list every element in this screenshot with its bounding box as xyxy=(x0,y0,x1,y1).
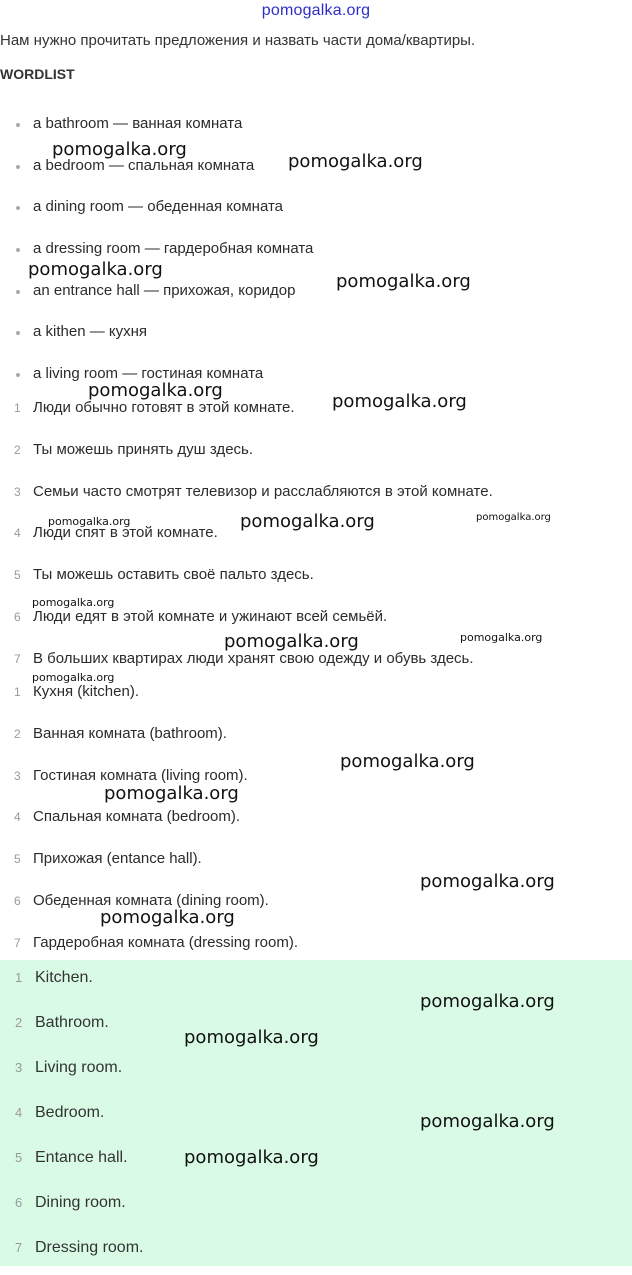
watermark: pomogalka.org xyxy=(476,512,551,523)
site-header-link[interactable]: pomogalka.org xyxy=(261,2,371,19)
wordlist xyxy=(0,103,632,395)
item-number: 6 xyxy=(15,1195,23,1210)
answer-ru-text: Гардеробная комната (dressing room). xyxy=(33,933,298,951)
answer-ru-text: Кухня (kitchen). xyxy=(33,683,139,700)
questions-list xyxy=(0,387,632,680)
question-text: Люди обычно готовят в этой комнате. xyxy=(33,399,295,416)
answer-ru-text: Гостиная комната (living room). xyxy=(33,766,248,784)
item-number: 3 xyxy=(15,1060,23,1075)
answer-ru-item xyxy=(0,922,632,964)
wordlist-item: an entrance hall — прихожая, коридор xyxy=(0,270,632,312)
answer-en-item xyxy=(0,1095,632,1140)
answer-ru-text: Ванная комната (bathroom). xyxy=(33,724,227,742)
item-number: 1 xyxy=(14,685,21,699)
item-number: 1 xyxy=(14,401,21,415)
item-number: 4 xyxy=(14,810,21,825)
item-number: 3 xyxy=(14,768,21,783)
item-number: 2 xyxy=(14,726,21,741)
watermark: pomogalka.org xyxy=(288,151,423,172)
item-number: 4 xyxy=(14,526,21,541)
answer-en-text: Bedroom. xyxy=(35,1104,105,1121)
watermark: pomogalka.org xyxy=(28,259,163,280)
item-number: 5 xyxy=(14,852,21,867)
wordlist-item: a kithen — кухня xyxy=(0,311,632,353)
answer-en-text: Entance hall. xyxy=(35,1149,128,1166)
item-number: 3 xyxy=(14,484,21,499)
question-text: Люди спят в этой комнате. xyxy=(33,524,218,542)
answer-en-item xyxy=(0,1005,632,1050)
wordlist-item: a dressing room — гардеробная комната xyxy=(0,228,632,270)
question-item xyxy=(0,429,632,471)
question-text: Ты можешь оставить своё пальто здесь. xyxy=(33,566,314,584)
watermark: pomogalka.org xyxy=(32,596,115,609)
answer-en-item xyxy=(0,1050,632,1095)
intro-text: Нам нужно прочитать предложения и назвать части дома/квартиры. xyxy=(0,32,476,49)
watermark: pomogalka.org xyxy=(224,631,359,652)
wordlist-item: a dining room — обеденная комната xyxy=(0,186,632,228)
answer-ru-text: Прихожая (entance hall). xyxy=(33,850,202,868)
answer-ru-item xyxy=(0,838,632,880)
answers-en-list xyxy=(0,960,632,1275)
watermark: pomogalka.org xyxy=(336,271,471,292)
watermark: pomogalka.org xyxy=(104,783,239,804)
question-item xyxy=(0,554,632,596)
answer-ru-item xyxy=(0,671,632,713)
question-item xyxy=(0,512,632,554)
item-number: 5 xyxy=(14,568,21,583)
answer-ru-item xyxy=(0,755,632,797)
watermark: pomogalka.org xyxy=(184,1027,319,1048)
watermark: pomogalka.org xyxy=(240,511,375,532)
answer-en-text: Kitchen. xyxy=(35,969,93,986)
item-number: 2 xyxy=(14,442,21,457)
answer-en-text: Dressing room. xyxy=(35,1239,144,1256)
answer-ru-item xyxy=(0,713,632,755)
answers-ru-list xyxy=(0,671,632,964)
watermark: pomogalka.org xyxy=(420,871,555,892)
watermark: pomogalka.org xyxy=(88,380,223,401)
answer-en-text: Living room. xyxy=(35,1059,123,1076)
question-item xyxy=(0,596,632,638)
answer-en-text: Dining room. xyxy=(35,1194,126,1211)
item-number: 5 xyxy=(15,1150,23,1165)
answer-en-item xyxy=(0,1185,632,1230)
watermark: pomogalka.org xyxy=(420,1111,555,1132)
item-number: 6 xyxy=(14,893,21,908)
item-number: 1 xyxy=(15,970,23,985)
question-text: Семьи часто смотрят телевизор и расслабляются в этой комнате. xyxy=(33,482,493,500)
question-item xyxy=(0,471,632,513)
question-text: Люди едят в этой комнате и ужинают всей семьёй. xyxy=(33,607,388,625)
watermark: pomogalka.org xyxy=(460,631,543,644)
wordlist-item: a living room — гостиная комната xyxy=(0,353,632,395)
answers-en-box xyxy=(0,960,632,1266)
item-number: 7 xyxy=(15,1240,23,1255)
watermark: pomogalka.org xyxy=(100,907,235,928)
question-text: Ты можешь принять душ здесь. xyxy=(33,440,254,458)
wordlist-item: a bedroom — спальная комната xyxy=(0,145,632,187)
wordlist-heading: WORDLIST xyxy=(0,66,75,82)
item-number: 4 xyxy=(15,1105,23,1120)
watermark: pomogalka.org xyxy=(32,671,115,684)
question-text: В больших квартирах люди хранят свою одежду и обувь здесь. xyxy=(33,649,474,667)
watermark: pomogalka.org xyxy=(52,139,187,160)
watermark: pomogalka.org xyxy=(420,991,555,1012)
item-number: 6 xyxy=(14,609,21,624)
watermark: pomogalka.org xyxy=(48,515,131,528)
answer-ru-text: Спальная комната (bedroom). xyxy=(33,808,241,826)
answer-ru-item xyxy=(0,796,632,838)
question-item xyxy=(0,387,632,429)
answer-en-text: Bathroom. xyxy=(35,1014,109,1031)
item-number: 2 xyxy=(15,1015,23,1030)
wordlist-item: a bathroom — ванная комната xyxy=(0,103,632,145)
watermark: pomogalka.org xyxy=(184,1147,319,1168)
answer-en-item xyxy=(0,1140,632,1185)
answer-ru-text: Обеденная комната (dining room). xyxy=(33,891,269,909)
item-number: 7 xyxy=(14,935,21,950)
answer-en-item xyxy=(0,960,632,1005)
answer-ru-item xyxy=(0,880,632,922)
answer-en-item xyxy=(0,1230,632,1275)
item-number: 7 xyxy=(14,651,21,666)
watermark: pomogalka.org xyxy=(340,751,475,772)
watermark: pomogalka.org xyxy=(332,391,467,412)
